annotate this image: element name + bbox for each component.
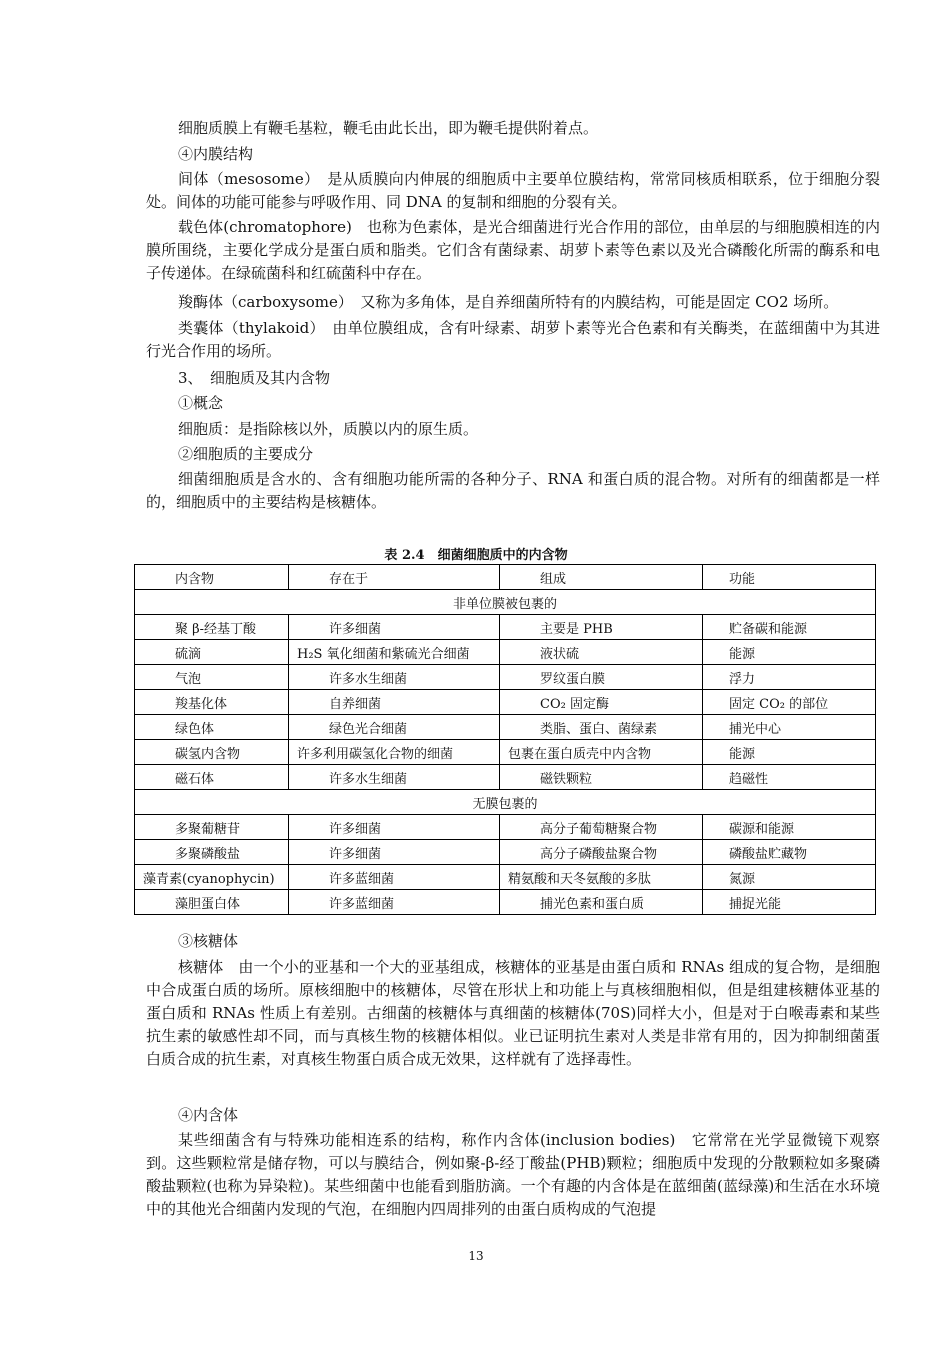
- table-row: [135, 890, 876, 915]
- paragraph-mesosome: 间体（mesosome） 是从质膜向内伸展的细胞质中主要单位膜结构，常常同核质相联系，位于细胞分裂处。间体的功能可能参与呼吸作用、同 DNA 的复制和细胞的分裂有关。: [146, 170, 880, 211]
- table-cell: 精氨酸和天冬氨酸的多肽: [500, 865, 703, 890]
- table-cell: 许多细菌: [289, 815, 500, 840]
- table-cell: 许多水生细菌: [289, 765, 500, 790]
- paragraph-ribosome: 核糖体 由一个小的亚基和一个大的亚基组成，核糖体的亚基是由蛋白质和 RNAs 组成的复合物，是细胞中合成蛋白质的场所。原核细胞中的核糖体，尽管在形状上和功能上与真核细胞相似，但是组建核糖体亚基的蛋白质和 RNAs 性质上有差别。古细菌的核糖体与真细菌的核糖体(70S)同样大小，但是对于白喉毒素和某些抗生素的敏感性却不同，而与真核生物的核糖体相似。业已证明抗生素对人类是非常有用的，因为抑制细菌蛋白质合成的抗生素，对真核生物蛋白质合成无效果，这样就有了选择毒性。: [146, 958, 880, 1068]
- heading-inclusion-body: ④内含体: [178, 1106, 239, 1124]
- section-label: 无膜包裹的: [135, 790, 876, 815]
- paragraph-components: 细菌细胞质是含水的、含有细胞功能所需的各种分子、RNA 和蛋白质的混合物。对所有的细菌都是一样的，细胞质中的主要结构是核糖体。: [146, 470, 880, 511]
- table-cell: 浮力: [703, 665, 876, 690]
- table-row: [135, 715, 876, 740]
- table-cell: 主要是 PHB: [500, 615, 703, 640]
- table-row: [135, 665, 876, 690]
- table-cell: 许多蓝细菌: [289, 865, 500, 890]
- table-cell: 捕光中心: [703, 715, 876, 740]
- table-cell: 藻胆蛋白体: [135, 890, 289, 915]
- table-cell: CO₂ 固定酶: [500, 690, 703, 715]
- paragraph-cytoplasm-definition: 细胞质：是指除核以外，质膜以内的原生质。: [178, 420, 479, 438]
- table-row: [135, 765, 876, 790]
- page-number: 13: [468, 1249, 484, 1263]
- column-header: 组成: [500, 565, 703, 590]
- table-cell: 包裹在蛋白质壳中内含物: [500, 740, 703, 765]
- table-cell: 绿色光合细菌: [289, 715, 500, 740]
- table-cell: 许多细菌: [289, 840, 500, 865]
- paragraph-chromatophore: 载色体(chromatophore) 也称为色素体，是光合细菌进行光合作用的部位，由单层的与细胞膜相连的内膜所围绕，主要化学成分是蛋白质和脂类。它们含有菌绿素、胡萝卜素等色素以及光合磷酸化所需的酶系和电子传递体。在绿硫菌科和红硫菌科中存在。: [146, 218, 880, 282]
- table-row: [135, 865, 876, 890]
- table-cell: 高分子葡萄糖聚合物: [500, 815, 703, 840]
- paragraph-inclusion-body: 某些细菌含有与特殊功能相连系的结构，称作内含体(inclusion bodies) 它常常在光学显微镜下观察到。这些颗粒常是储存物，可以与膜结合，例如聚-β-经丁酸盐(PHB)颗粒；细胞质中发现的分散颗粒如多聚磷酸盐颗粒(也称为异染粒)。某些细菌中也能看到脂肪滴。一个有趣的内含体是在蓝细菌(蓝绿藻)和生活在水环境中的其他光合细菌内发现的气泡，在细胞内四周排列的由蛋白质构成的气泡提: [146, 1131, 880, 1218]
- table-cell: 许多细菌: [289, 615, 500, 640]
- table-row: [135, 615, 876, 640]
- table-cell: 磁铁颗粒: [500, 765, 703, 790]
- paragraph-flagella: 细胞质膜上有鞭毛基粒，鞭毛由此长出，即为鞭毛提供附着点。: [178, 119, 599, 137]
- table-cell: 藻青素(cyanophycin): [135, 865, 289, 890]
- table-cell: 贮备碳和能源: [703, 615, 876, 640]
- heading-inner-membrane: ④内膜结构: [178, 145, 254, 163]
- paragraph-thylakoid: 类囊体（thylakoid） 由单位膜组成，含有叶绿素、胡萝卜素等光合色素和有关酶类，在蓝细菌中为其进行光合作用的场所。: [146, 319, 880, 360]
- table-cell: 许多水生细菌: [289, 665, 500, 690]
- table-section-row: [135, 790, 876, 815]
- table-row: [135, 640, 876, 665]
- table-row: [135, 840, 876, 865]
- column-header: 功能: [703, 565, 876, 590]
- table-header-row: [135, 565, 876, 590]
- table-cell: 高分子磷酸盐聚合物: [500, 840, 703, 865]
- table-row: [135, 740, 876, 765]
- table-section-row: [135, 590, 876, 615]
- table-cell: 罗纹蛋白膜: [500, 665, 703, 690]
- table-cell: 多聚葡糖苷: [135, 815, 289, 840]
- table-cell: 氮源: [703, 865, 876, 890]
- table-cell: 捕捉光能: [703, 890, 876, 915]
- table-cell: 液状硫: [500, 640, 703, 665]
- heading-ribosome: ③核糖体: [178, 932, 239, 950]
- table-caption: 表 2.4 细菌细胞质中的内含物: [384, 548, 568, 563]
- column-header: 存在于: [289, 565, 500, 590]
- table-cell: 许多蓝细菌: [289, 890, 500, 915]
- heading-concept: ①概念: [178, 394, 224, 412]
- table-cell: 聚 β-经基丁酸: [135, 615, 289, 640]
- table-cell: 碳氢内含物: [135, 740, 289, 765]
- inclusions-table: [134, 564, 876, 915]
- table-cell: 自养细菌: [289, 690, 500, 715]
- table-cell: 趋磁性: [703, 765, 876, 790]
- table-cell: 硫滴: [135, 640, 289, 665]
- heading-main-components: ②细胞质的主要成分: [178, 445, 314, 463]
- column-header: 内含物: [135, 565, 289, 590]
- table-cell: 许多利用碳氢化合物的细菌: [289, 740, 500, 765]
- paragraph-carboxysome: 羧酶体（carboxysome） 又称为多角体，是自养细菌所特有的内膜结构，可能是固定 CO2 场所。: [178, 293, 839, 311]
- table-cell: 羧基化体: [135, 690, 289, 715]
- table-cell: 固定 CO₂ 的部位: [703, 690, 876, 715]
- table-cell: 绿色体: [135, 715, 289, 740]
- table-cell: 碳源和能源: [703, 815, 876, 840]
- table-cell: 磷酸盐贮藏物: [703, 840, 876, 865]
- table-cell: 能源: [703, 640, 876, 665]
- heading-cytoplasm: 3、 细胞质及其内含物: [178, 369, 331, 387]
- table-row: [135, 690, 876, 715]
- table-cell: 类脂、蛋白、菌绿素: [500, 715, 703, 740]
- table-row: [135, 815, 876, 840]
- table-cell: H₂S 氧化细菌和紫硫光合细菌: [289, 640, 500, 665]
- table-cell: 气泡: [135, 665, 289, 690]
- table-cell: 磁石体: [135, 765, 289, 790]
- table-cell: 多聚磷酸盐: [135, 840, 289, 865]
- table-cell: 能源: [703, 740, 876, 765]
- section-label: 非单位膜被包裹的: [135, 590, 876, 615]
- table-cell: 捕光色素和蛋白质: [500, 890, 703, 915]
